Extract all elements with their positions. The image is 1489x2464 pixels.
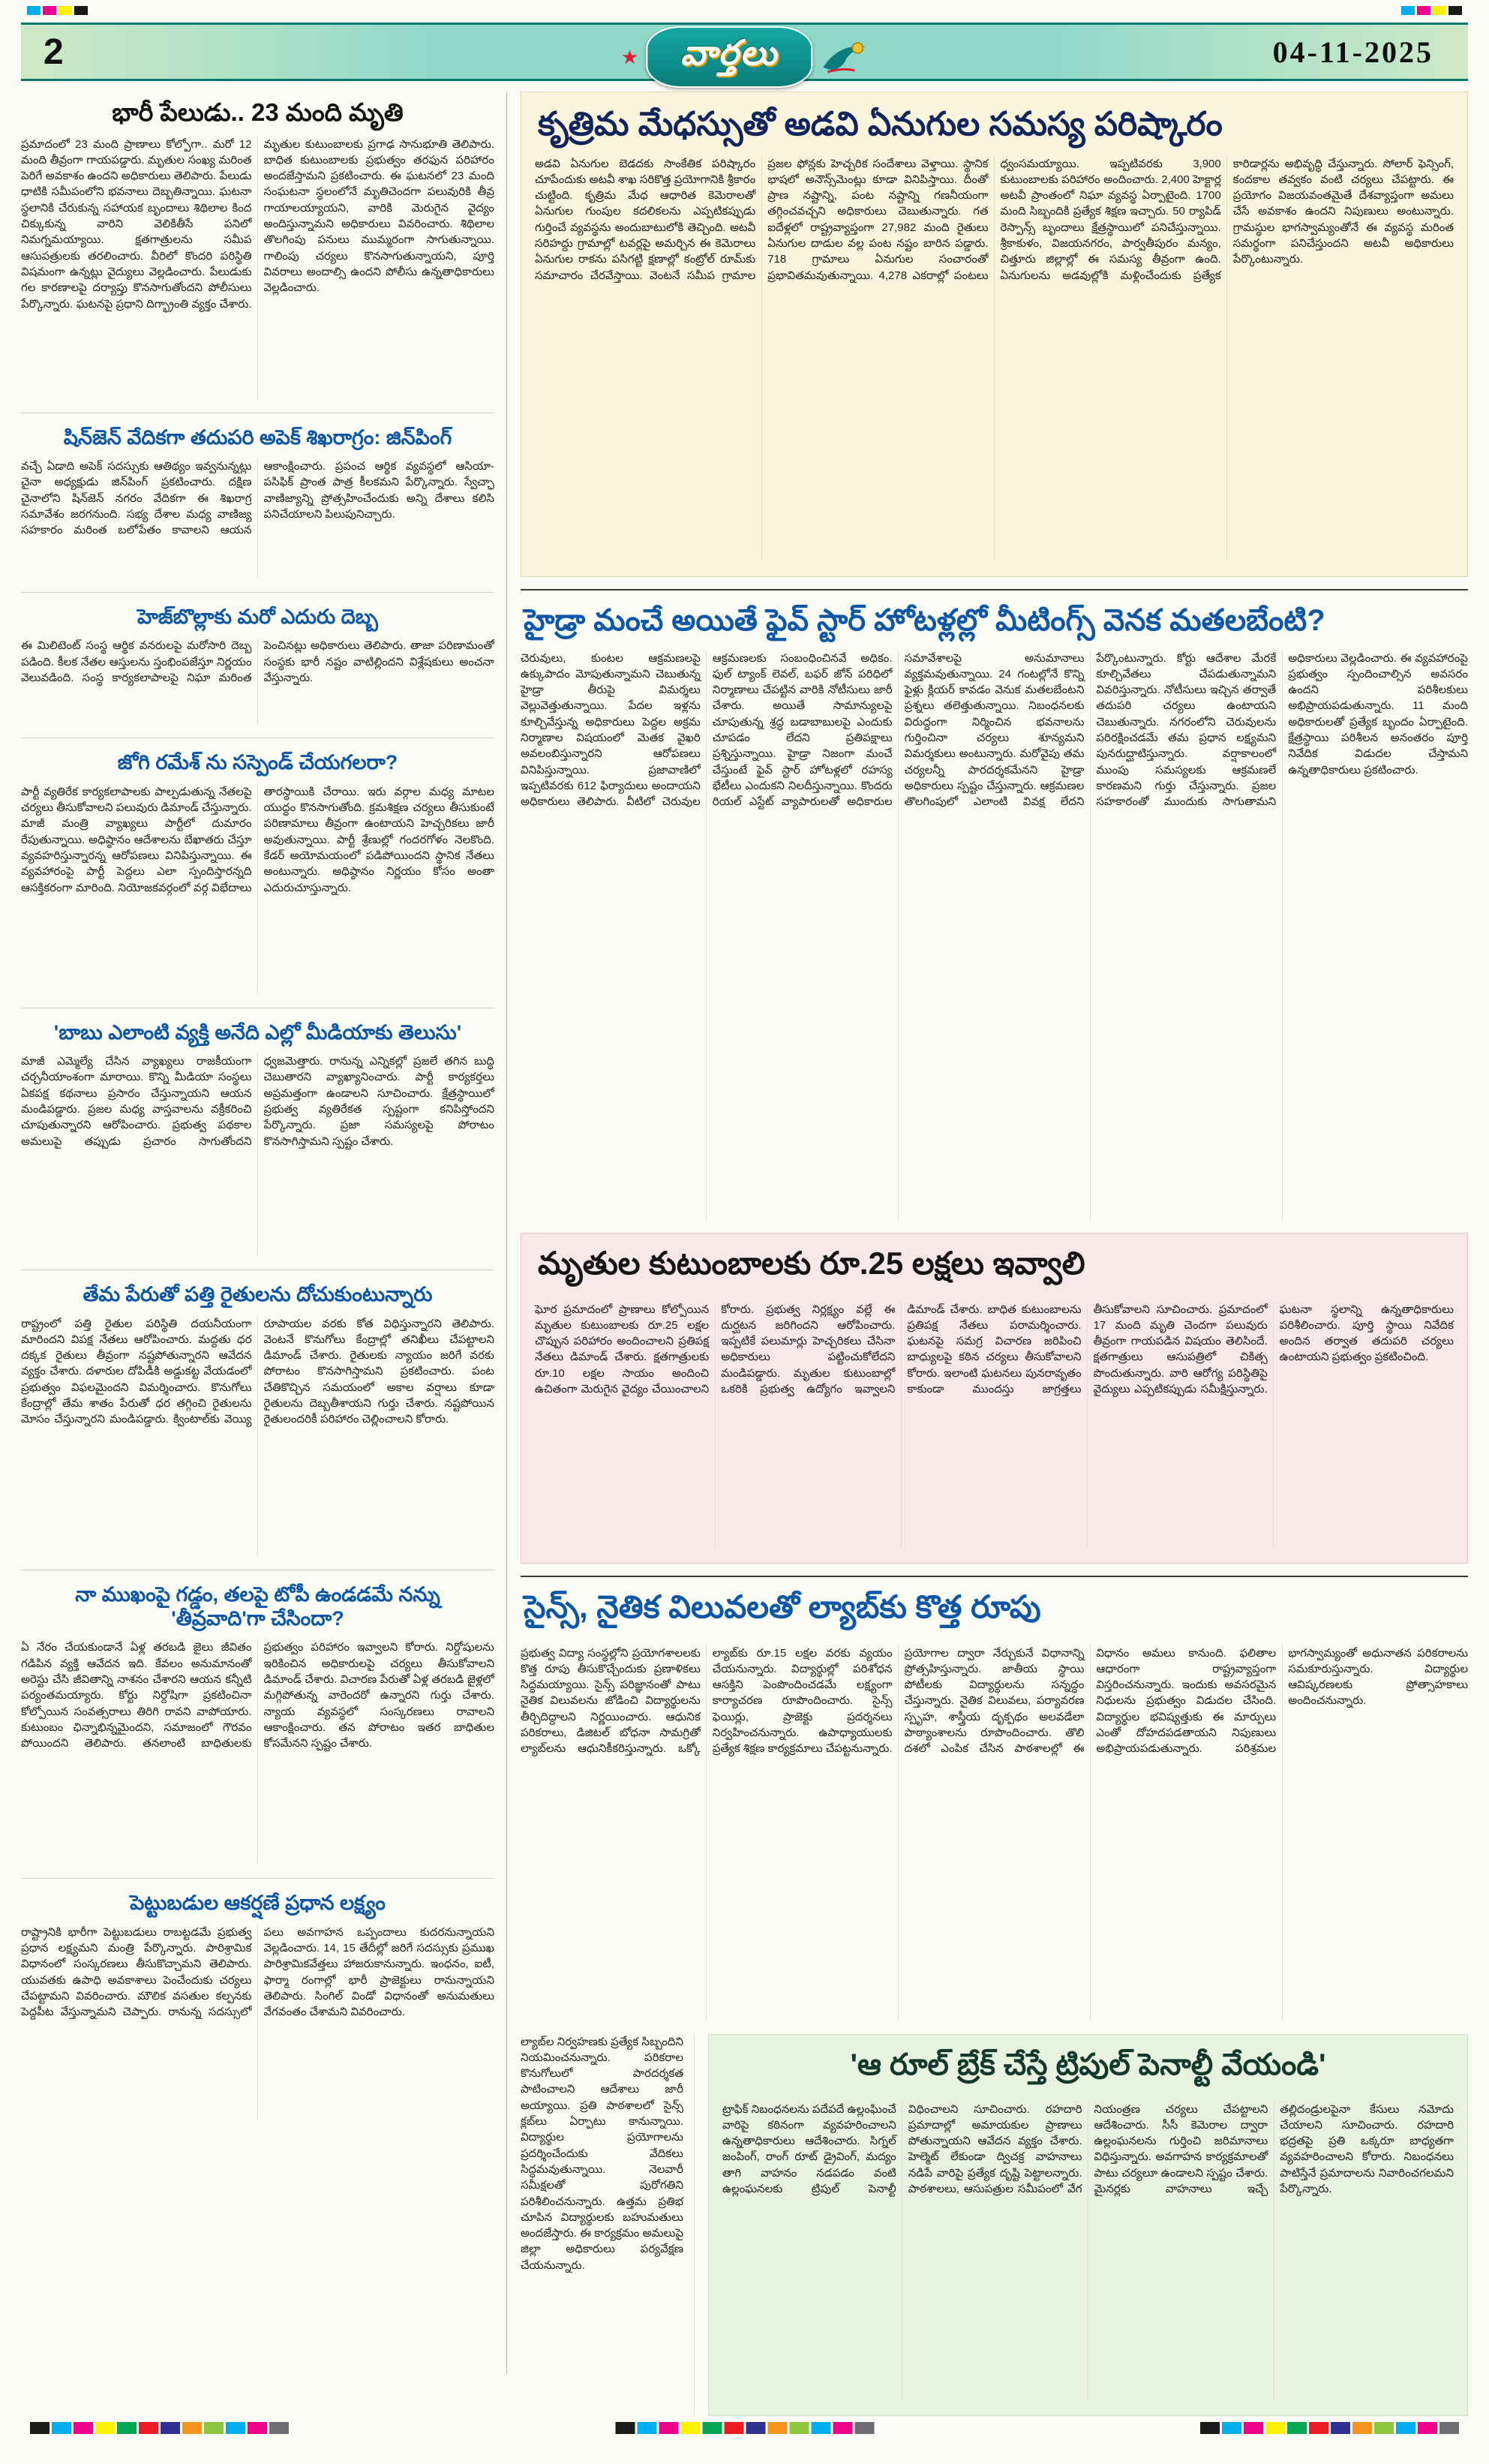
- article-beard-body: ఏ నేరం చేయకుండానే ఏళ్ల తరబడి జైలు జీవితం గడిపిన వ్యక్తి ఆవేదన ఇది. కేవలం అనుమానంతో అరెస్టు చేసి జీవితాన్ని నాశనం చేశారని ఆయన కన్నీటి పర్యంతమయ్యారు. కోర్టు నిర్దోషిగా ప్రకటించినా కోల్పోయిన సంవత్సరాలు తిరిగి రావని వాపోయారు. కుటుంబం ఛిన్నాభిన్నమైందని, సమాజంలో గౌరవం పోయిందని తెలిపారు. తనలాంటి బాధితులకు ప్రభుత్వం పరిహారం ఇవ్వాలని కోరారు. నిర్దోషులను ఇరికించిన అధికారులపై చర్యలు తీసుకోవాలని డిమాండ్ చేశారు. విచారణ పేరుతో ఏళ్ల తరబడి జైళ్లలో మగ్గిపోతున్న వారెందరో ఉన్నారని గుర్తు చేశారు. న్యాయ వ్యవస్థలో సంస్కరణలు రావాలని ఆకాంక్షించారు. తన పోరాటం ఇతర బాధితుల కోసమేనని స్పష్టం చేశారు.: [21, 1641, 494, 1750]
- article-compensation: [521, 1233, 1468, 1564]
- color-square: [1439, 2422, 1459, 2434]
- registration-marks-top-right: [1401, 6, 1462, 15]
- page-number: 2: [44, 32, 64, 72]
- article-hezbollah: [21, 592, 494, 724]
- masthead-logo: [646, 26, 812, 88]
- masthead-mascot-icon: [820, 38, 868, 77]
- article-rulebreak-headline: 'ఆ రూల్ బ్రేక్ చేస్తే ట్రిపుల్ పెనాల్టీ వేయండి': [850, 2048, 1326, 2081]
- right-column: [521, 92, 1468, 2416]
- article-ai-elephants: [521, 92, 1468, 577]
- color-square: [52, 2422, 71, 2434]
- article-jogi-headline: జోగి రమేశ్ ను సస్పెండ్ చేయగలరా?: [117, 751, 398, 774]
- article-ai-elephants-headline: కృత్రిమ మేధస్సుతో అడవి ఏనుగుల సమస్య పరిష్కారం: [538, 106, 1223, 143]
- color-square: [637, 2422, 656, 2434]
- color-square: [248, 2422, 267, 2434]
- color-square: [204, 2422, 224, 2434]
- color-square: [724, 2422, 743, 2434]
- page-header: [21, 23, 1468, 81]
- color-square: [789, 2422, 809, 2434]
- color-square: [1418, 2422, 1437, 2434]
- article-investment-headline: పెట్టుబడుల ఆకర్షణే ప్రధాన లక్ష్యం: [130, 1892, 386, 1915]
- color-square: [1433, 6, 1446, 15]
- color-square: [43, 6, 56, 15]
- color-square: [1396, 2422, 1415, 2434]
- color-square: [833, 2422, 852, 2434]
- color-square: [811, 2422, 830, 2434]
- color-square: [1401, 6, 1415, 15]
- color-square: [74, 2422, 93, 2434]
- color-square: [139, 2422, 158, 2434]
- color-square: [161, 2422, 180, 2434]
- article-babu-body: మాజీ ఎమ్మెల్యే చేసిన వ్యాఖ్యలు రాజకీయంగా చర్చనీయాంశంగా మారాయి. కొన్ని మీడియా సంస్థలు ఏకపక్ష కథనాలు ప్రసారం చేస్తున్నాయని ఆయన మండిపడ్డారు. ప్రజల మధ్య వాస్తవాలను వక్రీకరించి చూపుతున్నారని ఆరోపించారు. ప్రభుత్వ పథకాల అమలుపై తప్పుడు ప్రచారం సాగుతోందని ధ్వజమెత్తారు. రానున్న ఎన్నికల్లో ప్రజలే తగిన బుద్ధి చెబుతారని వ్యాఖ్యానించారు. పార్టీ కార్యకర్తలు అప్రమత్తంగా ఉండాలని సూచించారు. క్షేత్రస్థాయిలో ప్రభుత్వ వ్యతిరేకత స్పష్టంగా కనిపిస్తోందని పేర్కొన్నారు. ప్రజా సమస్యలపై పోరాటం కొనసాగిస్తామని స్పష్టం చేశారు.: [21, 1055, 494, 1148]
- color-square: [659, 2422, 678, 2434]
- masthead: [621, 26, 868, 88]
- color-square: [59, 6, 72, 15]
- registration-marks-top-left: [27, 6, 88, 15]
- article-cotton: [21, 1270, 494, 1555]
- article-hezbollah-headline: హెజ్‌బొల్లాకు మరో ఎదురు దెబ్బ: [137, 605, 379, 628]
- color-square: [1200, 2422, 1220, 2434]
- article-babu-headline: 'బాబు ఎలాంటి వ్యక్తి అనేది ఎల్లో మీడియాకు తెలుసు': [53, 1020, 462, 1044]
- color-square: [1448, 6, 1462, 15]
- article-science: [521, 1576, 1468, 2021]
- color-square: [702, 2422, 722, 2434]
- article-explosion-headline: భారీ పేలుడు.. 23 మంది మృతి: [112, 98, 404, 126]
- article-shenzhen-body: వచ్చే ఏడాది అపెక్ సదస్సుకు ఆతిథ్యం ఇవ్వనున్నట్లు చైనా అధ్యక్షుడు జిన్‌పింగ్ ప్రకటించారు. దక్షిణ చైనాలోని షిన్‌జెన్ నగరం వేదికగా ఈ శిఖరాగ్ర సమావేశం జరగనుంది. సభ్య దేశాల మధ్య వాణిజ్య సహకారం మరింత బలోపేతం కావాలని ఆయన ఆకాంక్షించారు. ప్రపంచ ఆర్థిక వ్యవస్థలో ఆసియా-పసిఫిక్ ప్రాంత పాత్ర కీలకమని పేర్కొన్నారు. స్వేచ్ఛా వాణిజ్యాన్ని ప్రోత్సహించేందుకు అన్ని దేశాలు కలిసి పనిచేయాలని పిలుపునిచ్చారు.: [21, 459, 494, 537]
- color-square: [1287, 2422, 1307, 2434]
- color-square: [746, 2422, 765, 2434]
- color-square: [1222, 2422, 1241, 2434]
- color-square: [1309, 2422, 1328, 2434]
- article-compensation-body: ఘోర ప్రమాదంలో ప్రాణాలు కోల్పోయిన మృతుల కుటుంబాలకు రూ.25 లక్షల చొప్పున పరిహారం అందించాలని ప్రతిపక్ష నేతలు డిమాండ్ చేశారు. క్షతగాత్రులకు రూ.10 లక్షల సాయం అందించి ఉచితంగా మెరుగైన వైద్యం చేయించాలని కోరారు. ప్రభుత్వ నిర్లక్ష్యం వల్లే ఈ దుర్ఘటన జరిగిందని ఆరోపించారు. ఇప్పటికే పలుమార్లు హెచ్చరికలు చేసినా అధికారులు పట్టించుకోలేదని మండిపడ్డారు. మృతుల కుటుంబాల్లో ఒకరికి ప్రభుత్వ ఉద్యోగం ఇవ్వాలని డిమాండ్ చేశారు. బాధిత కుటుంబాలను ప్రతిపక్ష నేతలు పరామర్శించారు. ఘటనపై సమగ్ర విచారణ జరిపించి బాధ్యులపై కఠిన చర్యలు తీసుకోవాలని కోరారు. ఇలాంటి ఘటనలు పునరావృతం కాకుండా ముందస్తు జాగ్రత్తలు తీసుకోవాలని సూచించారు. ప్రమాదంలో 17 మంది మృతి చెందగా పలువురు తీవ్రంగా గాయపడిన విషయం తెలిసిందే. క్షతగాత్రులు ఆసుపత్రిలో చికిత్స పొందుతున్నారు. వారి ఆరోగ్య పరిస్థితిపై వైద్యులు ఎప్పటికప్పుడు సమీక్షిస్తున్నారు. ఘటనా స్థలాన్ని ఉన్నతాధికారులు పరిశీలించారు. పూర్తి స్థాయి నివేదిక అందిన తర్వాత తదుపరి చర్యలు ఉంటాయని ప్రభుత్వం ప్రకటించింది.: [535, 1303, 1454, 1396]
- color-square: [1352, 2422, 1372, 2434]
- registration-marks-bottom-left: [30, 2422, 289, 2434]
- color-square: [1265, 2422, 1285, 2434]
- article-investment-body: రాష్ట్రానికి భారీగా పెట్టుబడులు రాబట్టడమే ప్రభుత్వ ప్రధాన లక్ష్యమని మంత్రి పేర్కొన్నారు. పారిశ్రామిక విధానంలో సంస్కరణలు తీసుకొచ్చామని తెలిపారు. యువతకు ఉపాధి అవకాశాలు పెంచేందుకు చర్యలు చేపట్టామని వివరించారు. మౌలిక వసతుల కల్పనకు పెద్దపీట వేస్తున్నామని చెప్పారు. రానున్న సదస్సులో పలు అవగాహన ఒప్పందాలు కుదరనున్నాయని వెల్లడించారు. 14, 15 తేదీల్లో జరిగే సదస్సుకు ప్రముఖ పారిశ్రామికవేత్తలు హాజరుకానున్నారు. ఇంధనం, ఐటీ, ఫార్మా రంగాల్లో భారీ ప్రాజెక్టులు రానున్నాయని తెలిపారు. సింగిల్ విండో విధానంతో అనుమతులు వేగవంతం చేశామని వివరించారు.: [21, 1925, 494, 2019]
- article-hydra-headline: హైడ్రా మంచే అయితే ఫైవ్ స్టార్ హోటళ్లల్లో మీటింగ్స్ వెనక మతలబేంటి?: [524, 603, 1325, 637]
- article-shenzhen: [21, 413, 494, 578]
- color-square: [226, 2422, 245, 2434]
- bottom-row: [521, 2034, 1468, 2416]
- masthead-title: వార్తలు: [680, 33, 779, 72]
- registration-marks-bottom-right: [1200, 2422, 1459, 2434]
- article-cotton-body: రాష్ట్రంలో పత్తి రైతుల పరిస్థితి దయనీయంగా మారిందని విపక్ష నేతలు ఆరోపించారు. మద్దతు ధర దక్కక రైతులు తీవ్రంగా నష్టపోతున్నారని ఆవేదన వ్యక్తం చేశారు. దళారుల దోపిడీకి అడ్డుకట్ట వేయడంలో ప్రభుత్వం విఫలమైందని విమర్శించారు. కొనుగోలు కేంద్రాల్లో తేమ శాతం పేరుతో ధర తగ్గించి రైతులను మోసం చేస్తున్నారని మండిపడ్డారు. క్వింటాల్‌కు వెయ్యి రూపాయల వరకు కోత విధిస్తున్నారని తెలిపారు. వెంటనే కొనుగోలు కేంద్రాల్లో తనిఖీలు చేపట్టాలని డిమాండ్ చేశారు. రైతులకు న్యాయం జరిగే వరకు పోరాటం కొనసాగిస్తామని ప్రకటించారు. పంట చేతికొచ్చిన సమయంలో అకాల వర్షాలు కూడా రైతులను దెబ్బతీశాయని గుర్తు చేశారు. నష్టపోయిన రైతులందరికీ పరిహారం చెల్లించాలని కోరారు.: [21, 1317, 494, 1426]
- article-explosion-body: ప్రమాదంలో 23 మంది ప్రాణాలు కోల్పోగా.. మరో 12 మంది తీవ్రంగా గాయపడ్డారు. మృతుల సంఖ్య మరింత పెరిగే అవకాశం ఉందని అధికారులు తెలిపారు. పేలుడు ధాటికి సమీపంలోని భవనాలు దెబ్బతిన్నాయి. ఘటనా స్థలానికి చేరుకున్న సహాయక బృందాలు శిథిలాల కింద చిక్కుకున్న వారిని వెలికితీసే పనిలో నిమగ్నమయ్యాయి. క్షతగాత్రులను సమీప ఆసుపత్రులకు తరలించారు. వీరిలో కొందరి పరిస్థితి విషమంగా ఉన్నట్లు వైద్యులు వెల్లడించారు. పేలుడుకు గల కారణాలపై దర్యాప్తు కొనసాగుతోందని పోలీసులు పేర్కొన్నారు. ఘటనపై ప్రధాని దిగ్భ్రాంతి వ్యక్తం చేశారు. మృతుల కుటుంబాలకు ప్రగాఢ సానుభూతి తెలిపారు. బాధిత కుటుంబాలకు ప్రభుత్వం తరఫున పరిహారం అందజేస్తామని ప్రకటించారు. ఈ ఘటనలో 23 మంది సంఘటనా స్థలంలోనే మృతిచెందగా పలువురికి తీవ్ర గాయాలయ్యాయని, వారికి మెరుగైన వైద్యం అందిస్తున్నామని అధికారులు వివరించారు. శిథిలాల తొలగింపు పనులు ముమ్మరంగా సాగుతున్నాయి. గాలింపు చర్యలు కొనసాగుతున్నాయని, పూర్తి వివరాలు అందాల్సి ఉందని పోలీసు ఉన్నతాధికారులు వెల్లడించారు.: [21, 137, 494, 311]
- color-square: [182, 2422, 202, 2434]
- article-jogi: [21, 738, 494, 993]
- article-compensation-headline: మృతుల కుటుంబాలకు రూ.25 లక్షలు ఇవ్వాలి: [538, 1245, 1085, 1281]
- color-square: [1331, 2422, 1350, 2434]
- article-ai-elephants-body: అడవి ఏనుగుల బెడదకు సాంకేతిక పరిష్కారం చూపేందుకు అటవీ శాఖ సరికొత్త ప్రయోగానికి శ్రీకారం చుట్టింది. కృత్రిమ మేధ ఆధారిత కెమెరాలతో ఏనుగుల గుంపుల కదలికలను ఎప్పటికప్పుడు గుర్తించే వ్యవస్థను అందుబాటులోకి తెచ్చింది. అటవీ సరిహద్దు గ్రామాల్లో టవర్లపై అమర్చిన ఈ కెమెరాలు ఏనుగుల రాకను పసిగట్టి క్షణాల్లో కంట్రోల్ రూమ్‌కు సమాచారం చేరవేస్తాయి. వెంటనే సమీప గ్రామాల ప్రజల ఫోన్లకు హెచ్చరిక సందేశాలు వెళ్తాయి. స్థానిక భాషలో అనౌన్స్‌మెంట్లు కూడా వినిపిస్తాయి. దీంతో ప్రాణ నష్టాన్ని, పంట నష్టాన్ని గణనీయంగా తగ్గించవచ్చని అధికారులు చెబుతున్నారు. గత ఐదేళ్లలో రాష్ట్రవ్యాప్తంగా 27,982 మంది రైతులు ఏనుగుల దాడుల వల్ల పంట నష్టం బారిన పడ్డారు. 718 గ్రామాలు ఏనుగుల సంచారంతో ప్రభావితమవుతున్నాయి. 4,278 ఎకరాల్లో పంటలు ధ్వంసమయ్యాయి. ఇప్పటివరకు 3,900 కుటుంబాలకు పరిహారం అందించారు. 2,400 హెక్టార్ల అటవీ ప్రాంతంలో నిఘా వ్యవస్థ ఏర్పాటైంది. 1700 మంది సిబ్బందికి ప్రత్యేక శిక్షణ ఇచ్చారు. 50 ర్యాపిడ్ రెస్పాన్స్ బృందాలు క్షేత్రస్థాయిలో పనిచేస్తున్నాయి. శ్రీకాకుళం, విజయనగరం, పార్వతీపురం మన్యం, చిత్తూరు జిల్లాల్లో ఈ సమస్య తీవ్రంగా ఉంది. ఏనుగులను అడవుల్లోకి మళ్లించేందుకు ప్రత్యేక కారిడార్లను అభివృద్ధి చేస్తున్నారు. సోలార్ ఫెన్సింగ్, కందకాల తవ్వకం వంటి చర్యలు చేపట్టారు. ఈ ప్రయోగం విజయవంతమైతే దేశవ్యాప్తంగా అమలు చేసే అవకాశం ఉందని నిపుణులు అంటున్నారు. గ్రామస్థుల భాగస్వామ్యంతోనే ఈ వ్యవస్థ మరింత సమర్థంగా పనిచేస్తుందని అటవీ అధికారులు పేర్కొంటున్నారు.: [535, 157, 1454, 282]
- color-square: [767, 2422, 787, 2434]
- color-square: [117, 2422, 137, 2434]
- edition-date: 04-11-2025: [1272, 35, 1433, 69]
- article-science-continuation: ల్యాబ్‌ల నిర్వహణకు ప్రత్యేక సిబ్బందిని నియమించనున్నారు. పరికరాల కొనుగోలులో పారదర్శకత పాటించాలని ఆదేశాలు జారీ అయ్యాయి. ప్రతి పాఠశాలలో సైన్స్ క్లబ్‌లు ఏర్పాటు కానున్నాయి. విద్యార్థుల ప్రయోగాలను ప్రదర్శించేందుకు వేదికలు సిద్ధమవుతున్నాయి. నెలవారీ సమీక్షలతో పురోగతిని పరిశీలించనున్నారు. ఉత్తమ ప్రతిభ చూపిన విద్యార్థులకు బహుమతులు అందజేస్తారు. ఈ కార్యక్రమం అమలుపై జిల్లా అధికారులు పర్యవేక్షణ చేయనున్నారు.: [521, 2034, 695, 2416]
- color-square: [30, 2422, 50, 2434]
- color-square: [680, 2422, 700, 2434]
- left-column: [21, 92, 507, 2374]
- article-hydra: [521, 589, 1468, 1221]
- color-square: [1244, 2422, 1263, 2434]
- article-cotton-headline: తేమ పేరుతో పత్తి రైతులను దోచుకుంటున్నారు: [83, 1283, 433, 1306]
- color-square: [27, 6, 41, 15]
- color-square: [615, 2422, 635, 2434]
- article-hezbollah-body: ఈ మిలిటెంట్ సంస్థ ఆర్థిక వనరులపై మరోసారి దెబ్బ పడింది. కీలక నేతల ఆస్తులను స్తంభింపజేస్తూ నిర్ణయం వెలువడింది. సంస్థ కార్యకలాపాలపై నిఘా మరింత పెంచినట్లు అధికారులు తెలిపారు. తాజా పరిణామంతో సంస్థకు భారీ నష్టం వాటిల్లిందని విశ్లేషకులు అంచనా వేస్తున్నారు.: [21, 639, 494, 684]
- article-shenzhen-headline: షిన్‌జెన్ వేదికగా తదుపరి అపెక్ శిఖరాగ్రం: జిన్‌పింగ్: [63, 425, 452, 449]
- article-beard-headline: నా ముఖంపై గడ్డం, తలపై టోపీ ఉండడమే నన్ను 'తీవ్రవాది'గా చేసిందా?: [75, 1582, 440, 1630]
- masthead-badge-icon: ★: [620, 45, 639, 68]
- color-square: [1417, 6, 1430, 15]
- article-jogi-body: పార్టీ వ్యతిరేక కార్యకలాపాలకు పాల్పడుతున్న నేతలపై చర్యలు తీసుకోవాలని పలువురు డిమాండ్ చేస్తున్నారు. మాజీ మంత్రి వ్యాఖ్యలు పార్టీలో దుమారం రేపుతున్నాయి. అధిష్ఠానం ఆదేశాలను బేఖాతరు చేస్తూ వ్యవహరిస్తున్నారన్న ఆరోపణలు వినిపిస్తున్నాయి. ఈ వ్యవహారంపై పార్టీ పెద్దలు ఎలా స్పందిస్తారన్నది ఆసక్తికరంగా మారింది. నియోజకవర్గంలో వర్గ విభేదాలు తారస్థాయికి చేరాయి. ఇరు వర్గాల మధ్య మాటల యుద్ధం కొనసాగుతోంది. క్రమశిక్షణ చర్యలు తీసుకుంటే పరిణామాలు తీవ్రంగా ఉంటాయని హెచ్చరికలు జారీ అవుతున్నాయి. పార్టీ శ్రేణుల్లో గందరగోళం నెలకొంది. కేడర్ అయోమయంలో పడిపోయిందని స్థానిక నేతలు అంటున్నారు. అధిష్ఠానం నిర్ణయం కోసం అంతా ఎదురుచూస్తున్నారు.: [21, 785, 494, 894]
- color-square: [1374, 2422, 1394, 2434]
- article-investment: [21, 1878, 494, 2119]
- color-square: [854, 2422, 874, 2434]
- color-square: [74, 6, 88, 15]
- article-beard: [21, 1570, 494, 1865]
- article-science-headline: సైన్స్, నైతిక విలువలతో ల్యాబ్‌కు కొత్త రూపు: [524, 1588, 1041, 1624]
- article-hydra-body: చెరువులు, కుంటల ఆక్రమణలపై ఉక్కుపాదం మోపుతున్నామని చెబుతున్న హైడ్రా తీరుపై విమర్శలు వెల్లువెత్తుతున్నాయి. పేదల ఇళ్లను కూల్చివేస్తున్న అధికారులు పెద్దల అక్రమ నిర్మాణాల విషయంలో మెతక వైఖరి అవలంబిస్తున్నారని ఆరోపణలు వినిపిస్తున్నాయి. ప్రజావాణిలో ఇప్పటివరకు 612 ఫిర్యాదులు అందాయని అధికారులు తెలిపారు. వీటిలో చెరువుల ఆక్రమణలకు సంబంధించినవే అధికం. ఫుల్ ట్యాంక్ లెవల్, బఫర్ జోన్ పరిధిలో నిర్మాణాలు చేపట్టిన వారికి నోటీసులు జారీ చేశారు. అయితే సామాన్యులపై చూపుతున్న శ్రద్ధ బడాబాబులపై ఎందుకు చూపడం లేదని ప్రతిపక్షాలు ప్రశ్నిస్తున్నాయి. హైడ్రా నిజంగా మంచే చేస్తుంటే ఫైవ్ స్టార్ హోటళ్లలో రహస్య భేటీలు ఎందుకని నిలదీస్తున్నాయి. కొందరు రియల్ ఎస్టేట్ వ్యాపారులతో అధికారుల సమావేశాలపై అనుమానాలు వ్యక్తమవుతున్నాయి. 24 గంటల్లోనే కొన్ని ఫైళ్లు క్లియర్ కావడం వెనుక మతలబేంటని ప్రశ్నలు తలెత్తుతున్నాయి. నిబంధనలకు విరుద్ధంగా నిర్మించిన భవనాలను గుర్తించినా చర్యలు శూన్యమని విమర్శకులు అంటున్నారు. మరోవైపు తమ చర్యలన్నీ పారదర్శకమేనని హైడ్రా అధికారులు స్పష్టం చేస్తున్నారు. ఆక్రమణల తొలగింపులో ఎలాంటి వివక్ష లేదని పేర్కొంటున్నారు. కోర్టు ఆదేశాల మేరకే కూల్చివేతలు చేపడుతున్నామని వివరిస్తున్నారు. నోటీసులు ఇచ్చిన తర్వాతే తదుపరి చర్యలు ఉంటాయని చెబుతున్నారు. నగరంలోని చెరువులను పరిరక్షించడమే తమ ప్రధాన లక్ష్యమని పునరుద్ఘాటిస్తున్నారు. వర్షాకాలంలో ముంపు సమస్యలకు ఆక్రమణలే కారణమని గుర్తు చేస్తున్నారు. ప్రజల సహకారంతో ముందుకు సాగుతామని అధికారులు వెల్లడించారు. ఈ వ్యవహారంపై ప్రభుత్వం స్పందించాల్సిన అవసరం ఉందని పరిశీలకులు అభిప్రాయపడుతున్నారు. 11 మంది అధికారులతో ప్రత్యేక బృందం ఏర్పాటైంది. క్షేత్రస్థాయి పరిశీలన అనంతరం పూర్తి నివేదిక విడుదల చేస్తామని ఉన్నతాధికారులు ప్రకటించారు.: [521, 651, 1468, 809]
- article-science-body: ప్రభుత్వ విద్యా సంస్థల్లోని ప్రయోగశాలలకు కొత్త రూపు తీసుకొచ్చేందుకు ప్రణాళికలు సిద్ధమయ్యాయి. సైన్స్ పరిజ్ఞానంతో పాటు నైతిక విలువలను జోడించి విద్యార్థులను తీర్చిదిద్దాలని నిర్ణయించారు. ఆధునిక పరికరాలు, డిజిటల్ బోధనా సామగ్రితో ల్యాబ్‌లను ఆధునికీకరిస్తున్నారు. ఒక్కో ల్యాబ్‌కు రూ.15 లక్షల వరకు వ్యయం చేయనున్నారు. విద్యార్థుల్లో పరిశోధన ఆసక్తిని పెంపొందించడమే లక్ష్యంగా కార్యాచరణ రూపొందించారు. సైన్స్ ఫెయిర్లు, ప్రాజెక్టు ప్రదర్శనలు నిర్వహించనున్నారు. ఉపాధ్యాయులకు ప్రత్యేక శిక్షణ కార్యక్రమాలు చేపట్టనున్నారు. ప్రయోగాల ద్వారా నేర్చుకునే విధానాన్ని ప్రోత్సహిస్తున్నారు. జాతీయ స్థాయి పోటీలకు విద్యార్థులను సన్నద్ధం చేస్తున్నారు. నైతిక విలువలు, పర్యావరణ స్పృహ, శాస్త్రీయ దృక్పథం అలవడేలా పాఠ్యాంశాలను రూపొందించారు. తొలి దశలో ఎంపిక చేసిన పాఠశాలల్లో ఈ విధానం అమలు కానుంది. ఫలితాల ఆధారంగా రాష్ట్రవ్యాప్తంగా విస్తరించనున్నారు. ఇందుకు అవసరమైన నిధులను ప్రభుత్వం విడుదల చేసింది. విద్యార్థుల భవిష్యత్తుకు ఈ మార్పులు ఎంతో దోహదపడతాయని నిపుణులు అభిప్రాయపడుతున్నారు. పరిశ్రమల భాగస్వామ్యంతో అధునాతన పరికరాలను సమకూరుస్తున్నారు. విద్యార్థుల ఆవిష్కరణలకు ప్రోత్సాహకాలు అందించనున్నారు.: [521, 1646, 1468, 1756]
- article-rulebreak: [708, 2034, 1468, 2416]
- article-explosion: [21, 98, 494, 399]
- article-rulebreak-body: ట్రాఫిక్ నిబంధనలను పదేపదే ఉల్లంఘించే వారిపై కఠినంగా వ్యవహరించాలని ఉన్నతాధికారులు ఆదేశించారు. సిగ్నల్ జంపింగ్, రాంగ్ రూట్ డ్రైవింగ్, మద్యం తాగి వాహనం నడపడం వంటి ఉల్లంఘనలకు ట్రిపుల్ పెనాల్టీ విధించాలని సూచించారు. రహదారి ప్రమాదాల్లో అమాయకుల ప్రాణాలు పోతున్నాయని ఆవేదన వ్యక్తం చేశారు. హెల్మెట్ లేకుండా ద్విచక్ర వాహనాలు నడిపే వారిపై ప్రత్యేక దృష్టి పెట్టాలన్నారు. పాఠశాలలు, ఆసుపత్రుల సమీపంలో వేగ నియంత్రణ చర్యలు చేపట్టాలని ఆదేశించారు. సీసీ కెమెరాల ద్వారా ఉల్లంఘనలను గుర్తించి జరిమానాలు విధిస్తున్నారు. అవగాహన కార్యక్రమాలతో పాటు చర్యలూ ఉండాలని స్పష్టం చేశారు. మైనర్లకు వాహనాలు ఇచ్చే తల్లిదండ్రులపైనా కేసులు నమోదు చేయాలని సూచించారు. రహదారి భద్రతపై ప్రతి ఒక్కరూ బాధ్యతగా వ్యవహరించాలని కోరారు. నిబంధనలు పాటిస్తేనే ప్రమాదాలను నివారించగలమని పేర్కొన్నారు.: [722, 2102, 1454, 2196]
- color-square: [95, 2422, 115, 2434]
- registration-marks-bottom-center: [615, 2422, 874, 2434]
- article-babu: [21, 1008, 494, 1256]
- color-square: [269, 2422, 289, 2434]
